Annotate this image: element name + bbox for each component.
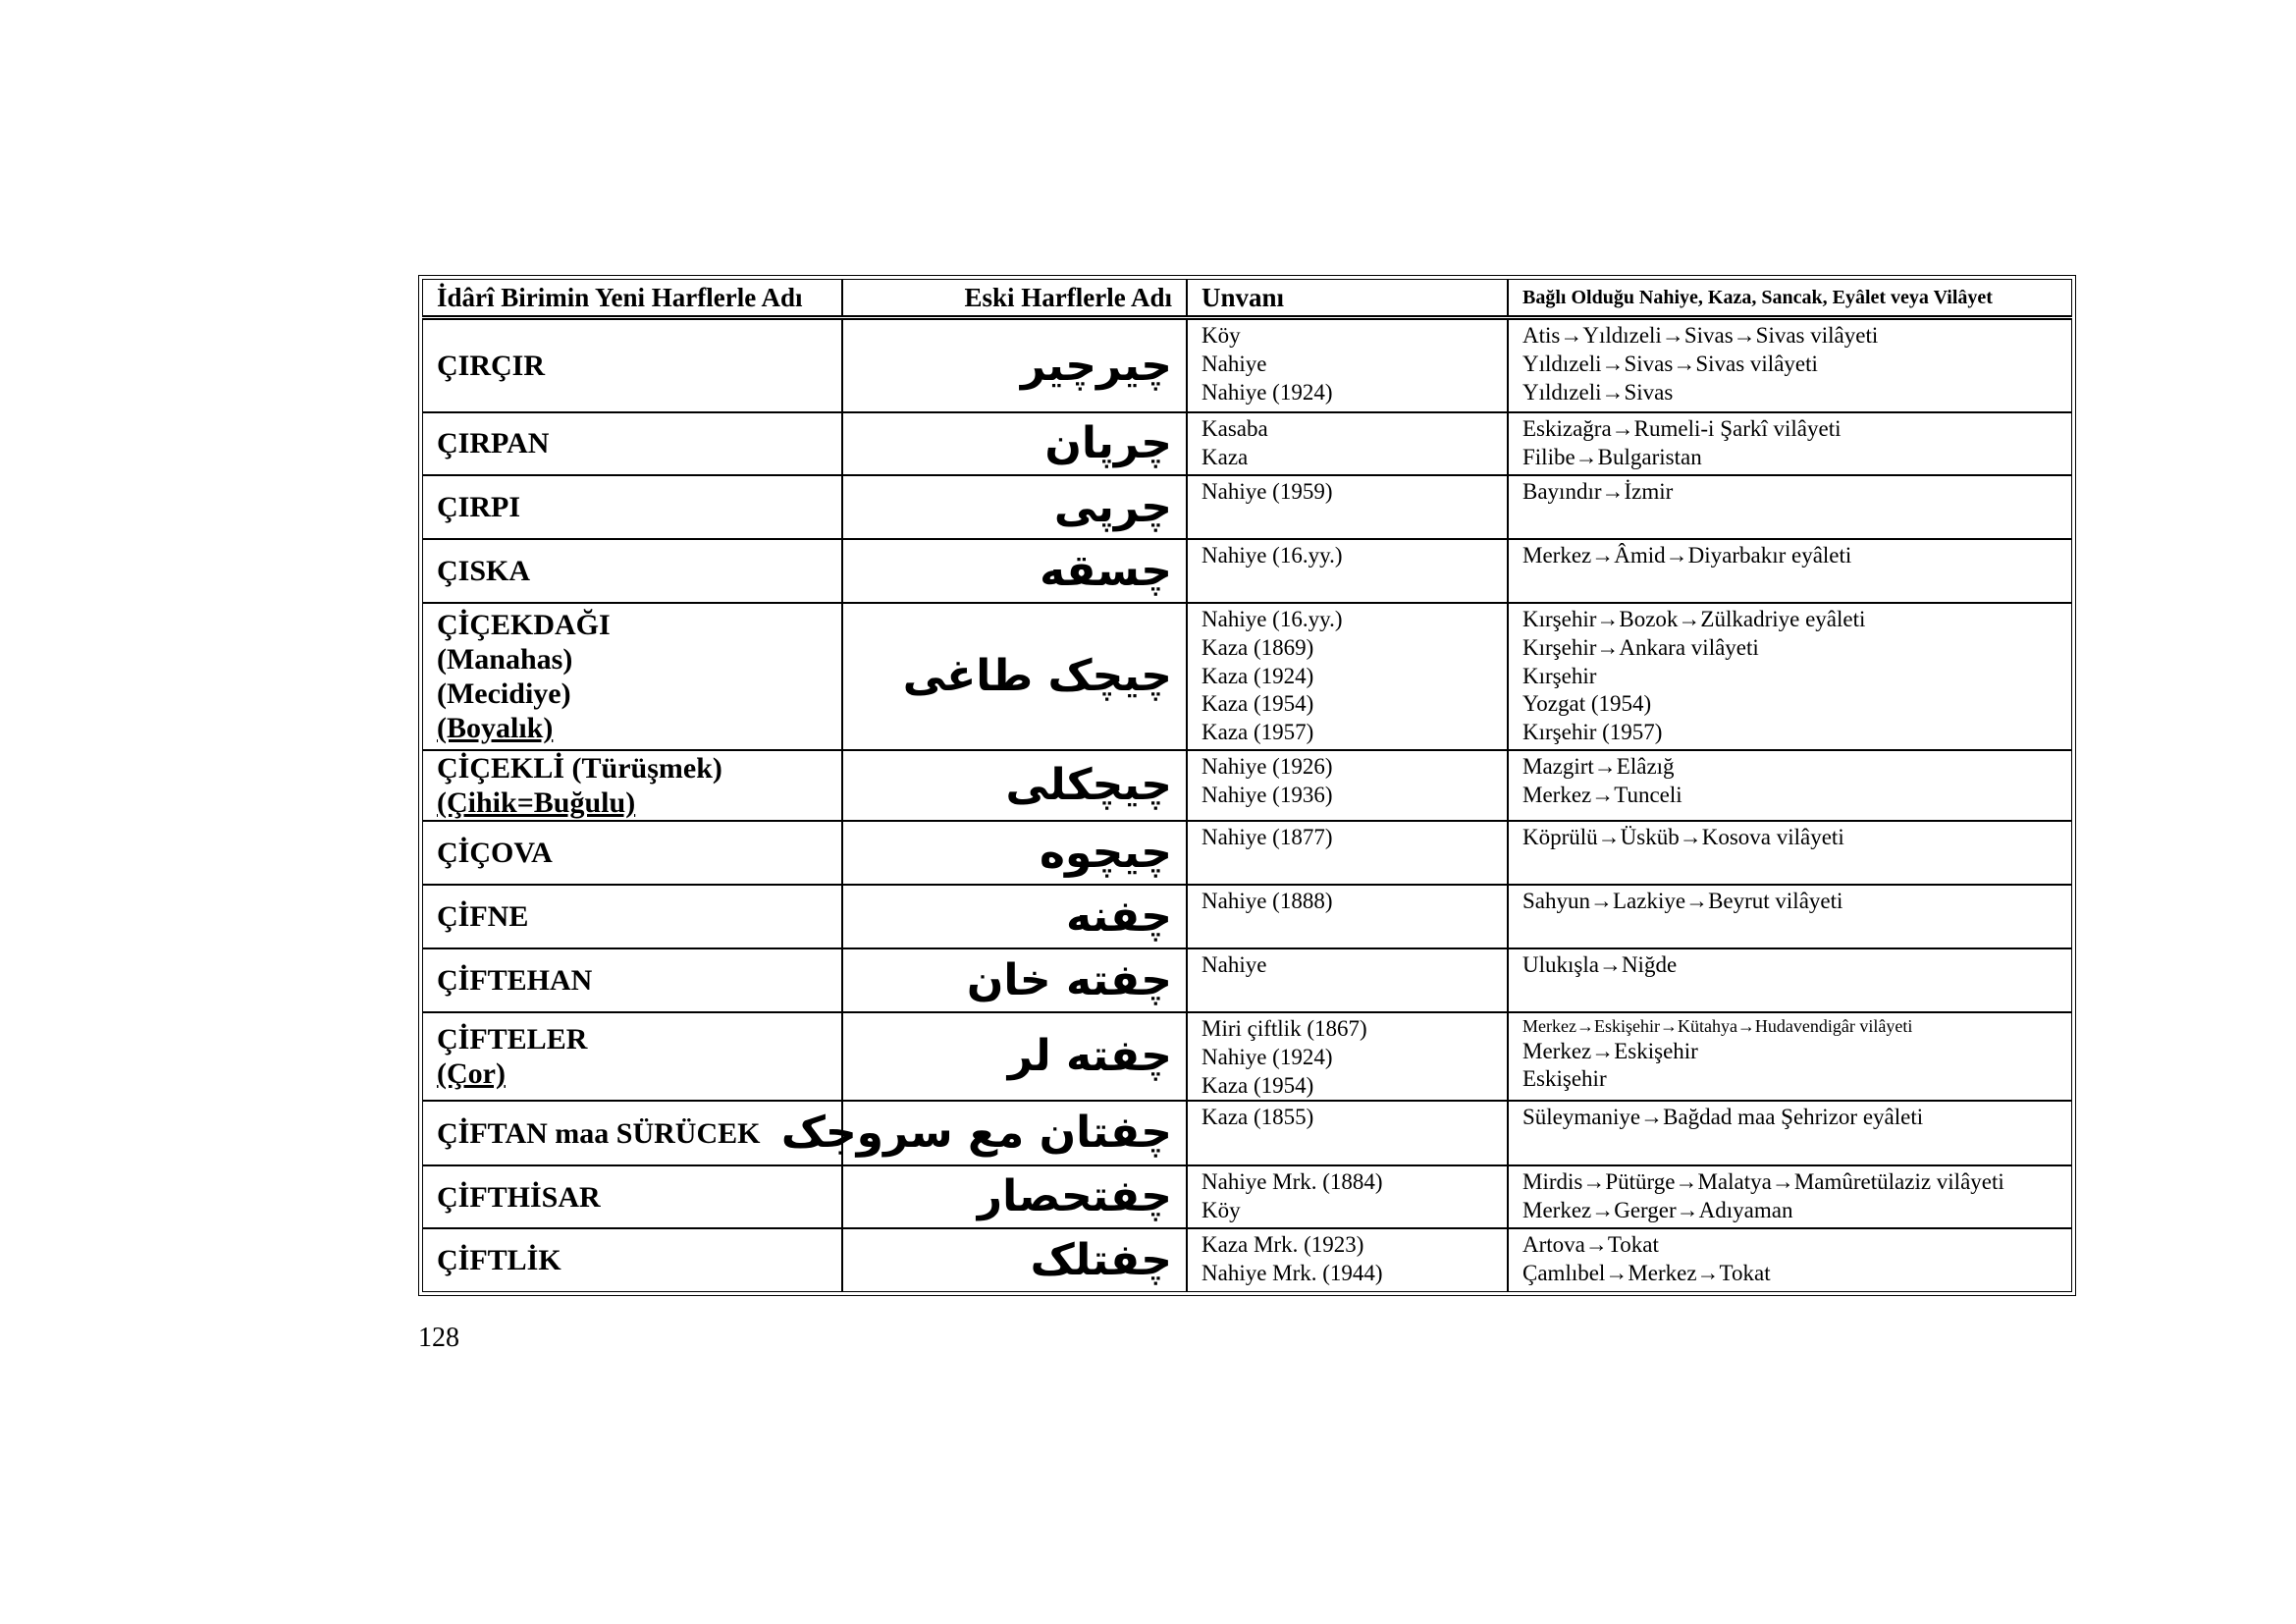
- title-cell: Köy Nahiye Nahiye (1924): [1187, 319, 1508, 412]
- table-row: [422, 821, 2072, 885]
- new-name-cell: ÇISKA: [422, 539, 842, 603]
- title-cell: Nahiye Mrk. (1884) Köy: [1187, 1165, 1508, 1228]
- title-cell: Nahiye (16.yy.) Kaza (1869) Kaza (1924) Kaza (1954) Kaza (1957): [1187, 603, 1508, 750]
- old-name-cell: چفته خان: [842, 948, 1187, 1012]
- table-row: [422, 1165, 2072, 1228]
- new-name-cell: ÇİFTLİK: [422, 1228, 842, 1292]
- new-name-cell: ÇİFNE: [422, 885, 842, 948]
- new-name-cell: ÇİFTAN maa SÜRÜCEK: [422, 1101, 842, 1165]
- old-name-cell: چرپان: [842, 412, 1187, 475]
- title-cell: Nahiye (16.yy.): [1187, 539, 1508, 603]
- old-name-cell: چرپی: [842, 475, 1187, 539]
- table-row: [422, 885, 2072, 948]
- new-name-cell: ÇİÇOVA: [422, 821, 842, 885]
- title-cell: Nahiye: [1187, 948, 1508, 1012]
- header-title: Unvanı: [1187, 279, 1508, 316]
- affiliation-cell: Merkez→Eskişehir→Kütahya→Hudavendigâr vilâyeti Merkez→Eskişehir Eskişehir: [1508, 1012, 2072, 1101]
- table-row: [422, 1012, 2072, 1101]
- old-name-cell: چفنه: [842, 885, 1187, 948]
- table-row: [422, 1228, 2072, 1292]
- header-new-name: İdârî Birimin Yeni Harflerle Adı: [422, 279, 842, 316]
- old-name-cell: چفته لر: [842, 1012, 1187, 1101]
- page-number: 128: [418, 1323, 459, 1353]
- old-name-cell: چیرچیر: [842, 319, 1187, 412]
- table-row: [422, 948, 2072, 1012]
- affiliation-cell: Merkez→Âmid→Diyarbakır eyâleti: [1508, 539, 2072, 603]
- old-name-cell: چیچوه: [842, 821, 1187, 885]
- new-name-cell: ÇİÇEKDAĞI (Manahas) (Mecidiye) (Boyalık): [422, 603, 842, 750]
- old-name-cell: چیچک طاغی: [842, 603, 1187, 750]
- new-name-cell: ÇİFTHİSAR: [422, 1165, 842, 1228]
- table-row: [422, 412, 2072, 475]
- table-row: [422, 319, 2072, 412]
- affiliation-cell: Bayındır→İzmir: [1508, 475, 2072, 539]
- title-cell: Kasaba Kaza: [1187, 412, 1508, 475]
- affiliation-cell: Süleymaniye→Bağdad maa Şehrizor eyâleti: [1508, 1101, 2072, 1165]
- new-name-cell: ÇİÇEKLİ (Türüşmek) (Çihik=Buğulu): [422, 750, 842, 821]
- new-name-cell: ÇIRÇIR: [422, 319, 842, 412]
- affiliation-cell: Köprülü→Üsküb→Kosova vilâyeti: [1508, 821, 2072, 885]
- affiliation-cell: Ulukışla→Niğde: [1508, 948, 2072, 1012]
- old-name-cell: چفتلک: [842, 1228, 1187, 1292]
- header-affiliation: Bağlı Olduğu Nahiye, Kaza, Sancak, Eyâlet veya Vilâyet: [1508, 279, 2072, 316]
- affiliation-cell: Mirdis→Pütürge→Malatya→Mamûretülaziz vilâyeti Merkez→Gerger→Adıyaman: [1508, 1165, 2072, 1228]
- new-name-cell: ÇIRPI: [422, 475, 842, 539]
- old-name-cell: چفتان مع سروجک: [842, 1101, 1187, 1165]
- title-cell: Nahiye (1959): [1187, 475, 1508, 539]
- table-row: [422, 475, 2072, 539]
- title-cell: Kaza Mrk. (1923) Nahiye Mrk. (1944): [1187, 1228, 1508, 1292]
- affiliation-cell: Kırşehir→Bozok→Zülkadriye eyâleti Kırşehir→Ankara vilâyeti Kırşehir Yozgat (1954) Kırşehir (1957): [1508, 603, 2072, 750]
- affiliation-cell: Eskizağra→Rumeli-i Şarkî vilâyeti Filibe→Bulgaristan: [1508, 412, 2072, 475]
- table-row: [422, 539, 2072, 603]
- title-cell: Nahiye (1888): [1187, 885, 1508, 948]
- old-name-cell: چیچکلی: [842, 750, 1187, 821]
- new-name-cell: ÇİFTEHAN: [422, 948, 842, 1012]
- title-cell: Nahiye (1926) Nahiye (1936): [1187, 750, 1508, 821]
- new-name-cell: ÇİFTELER (Çor): [422, 1012, 842, 1101]
- title-cell: Kaza (1855): [1187, 1101, 1508, 1165]
- table-header-row: [422, 279, 2072, 316]
- header-old-name: Eski Harflerle Adı: [842, 279, 1187, 316]
- affiliation-cell: Mazgirt→Elâzığ Merkez→Tunceli: [1508, 750, 2072, 821]
- affiliation-cell: Artova→Tokat Çamlıbel→Merkez→Tokat: [1508, 1228, 2072, 1292]
- old-name-cell: چفتحصار: [842, 1165, 1187, 1228]
- title-cell: Miri çiftlik (1867) Nahiye (1924) Kaza (1954): [1187, 1012, 1508, 1101]
- new-name-cell: ÇIRPAN: [422, 412, 842, 475]
- administrative-units-table: [418, 275, 2076, 1296]
- table-row: [422, 603, 2072, 750]
- table-row: [422, 750, 2072, 821]
- old-name-cell: چسقه: [842, 539, 1187, 603]
- affiliation-cell: Sahyun→Lazkiye→Beyrut vilâyeti: [1508, 885, 2072, 948]
- title-cell: Nahiye (1877): [1187, 821, 1508, 885]
- affiliation-cell: Atis→Yıldızeli→Sivas→Sivas vilâyeti Yıldızeli→Sivas→Sivas vilâyeti Yıldızeli→Sivas: [1508, 319, 2072, 412]
- table-row: [422, 1101, 2072, 1165]
